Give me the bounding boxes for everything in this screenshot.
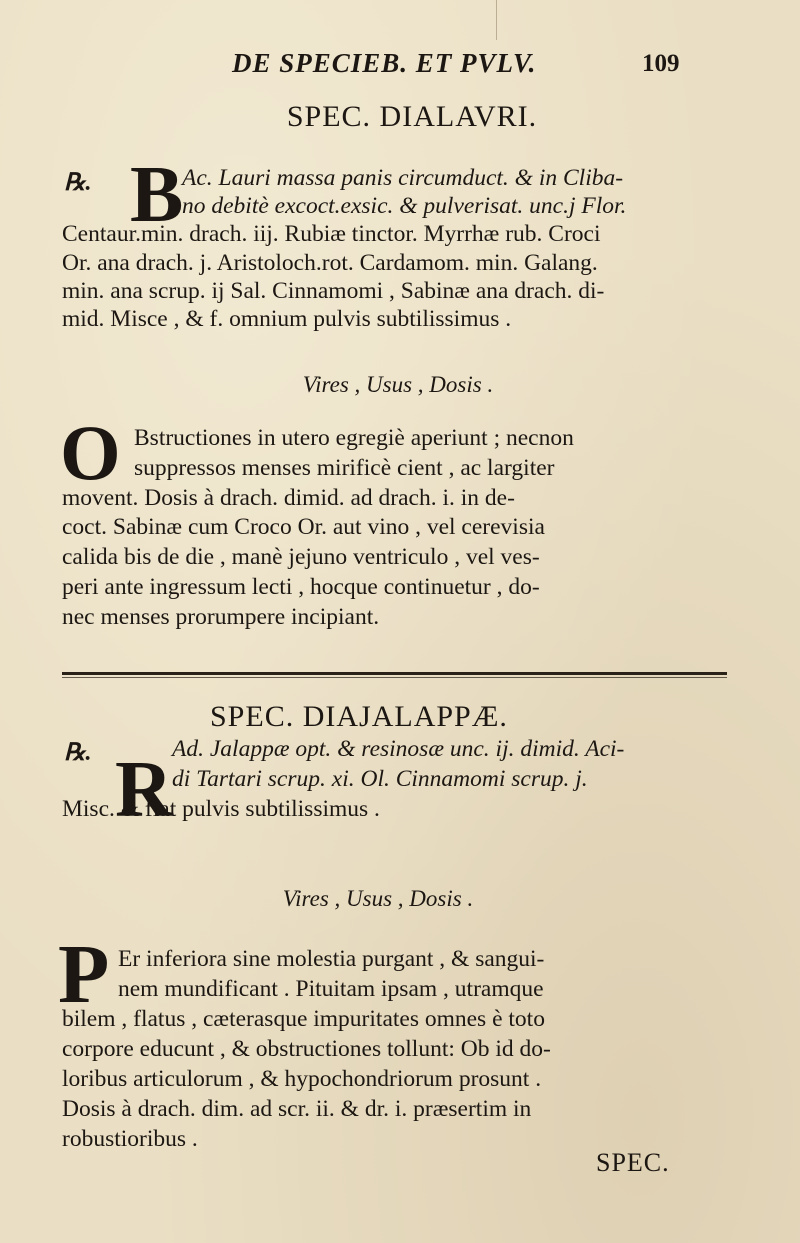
- recipe-text-diajalappae: [62, 734, 738, 834]
- body-line: peri ante ingressum lecti , hocque continuetur , do-: [62, 573, 540, 600]
- body-line: robustioribus .: [62, 1126, 198, 1152]
- recipe-line: di Tartari scrup. xi. Ol. Cinnamomi scrup. j.: [172, 766, 588, 792]
- recipe-line: Centaur.min. drach. iij. Rubiæ tinctor. Myrrhæ rub. Croci: [62, 221, 601, 248]
- page-header: [0, 44, 800, 84]
- catchword: SPEC.: [596, 1148, 670, 1177]
- body-line: Bstructiones in utero egregiè aperiunt ; necnon: [134, 425, 574, 451]
- vires-heading: Vires , Usus , Dosis .: [282, 886, 474, 911]
- recipe-line: Ad. Jalappæ opt. & resinosæ unc. ij. dimid. Aci-: [172, 736, 625, 762]
- section-title-dialauri: SPEC. DIALAVRI.: [286, 100, 538, 133]
- drop-cap: R: [115, 746, 173, 834]
- body-line: Dosis à drach. dim. ad scr. ii. & dr. i. præsertim in: [62, 1096, 532, 1122]
- body-line: nec menses prorumpere incipiant.: [62, 603, 380, 630]
- body-line: suppressos menses mirificè cient , ac largiter: [134, 454, 555, 481]
- body-line: movent. Dosis à drach. dimid. ad drach. i. in de-: [62, 484, 515, 511]
- recipe-symbol: ℞.: [64, 170, 92, 196]
- drop-cap: B: [130, 151, 184, 239]
- body-line: calida bis de die , manè jejuno ventriculo , vel ves-: [62, 544, 540, 571]
- recipe-text-dialauri: [62, 164, 738, 333]
- page-number: 109: [642, 50, 680, 77]
- running-head: DE SPECIEB. ET PVLV.: [232, 48, 537, 78]
- recipe-symbol: ℞.: [64, 740, 92, 766]
- recipe-line: Or. ana drach. j. Aristoloch.rot. Cardamom. min. Galang.: [62, 249, 598, 276]
- page-gutter: [496, 0, 497, 40]
- recipe-line: Ac. Lauri massa panis circumduct. & in Cliba-: [182, 165, 624, 191]
- body-line: loribus articulorum , & hypochondriorum prosunt .: [62, 1066, 542, 1092]
- recipe-line: min. ana scrup. ij Sal. Cinnamomi , Sabinæ ana drach. di-: [62, 277, 605, 304]
- body-line: bilem , flatus , cæterasque impuritates omnes è toto: [62, 1006, 545, 1032]
- vires-heading: Vires , Usus , Dosis .: [302, 372, 494, 397]
- recipe-line: no debitè excoct.exsic. & pulverisat. unc.j Flor.: [182, 193, 627, 220]
- body-line: corpore educunt , & obstructiones tollunt: Ob id do-: [62, 1036, 551, 1062]
- body-line: Er inferiora sine molestia purgant , & sangui-: [118, 946, 545, 972]
- body-text-dialauri: [62, 424, 738, 633]
- body-line: nem mundificant . Pituitam ipsam , utramque: [118, 976, 544, 1002]
- drop-cap: O: [60, 409, 121, 496]
- drop-cap: P: [58, 928, 110, 1021]
- recipe-line: mid. Misce , & f. omnium pulvis subtilissimus .: [62, 306, 512, 333]
- section-title-diajalappae: SPEC. DIAJALAPPÆ.: [210, 700, 508, 733]
- body-text-diajalappae: [62, 944, 738, 1154]
- section-divider: [62, 672, 727, 675]
- recipe-line: Misc. & fiat pulvis subtilissimus .: [62, 796, 380, 822]
- section-divider-thin: [62, 677, 727, 678]
- body-line: coct. Sabinæ cum Croco Or. aut vino , vel cerevisia: [62, 514, 545, 541]
